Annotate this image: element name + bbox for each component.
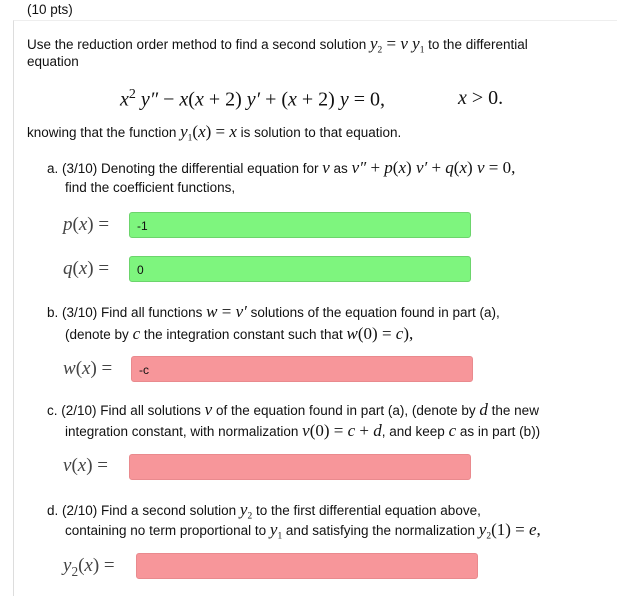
q-label: q(x) =	[63, 258, 110, 279]
intro-line-1: Use the reduction order method to find a second solution $y_2 = v$ $y_1$ to the differential	[27, 34, 528, 56]
domain-condition: x > 0.	[458, 87, 504, 109]
main-equation: $x^2$ y″ − x(x + 2) y′ + (x + 2) y = 0,	[120, 87, 386, 111]
points-label: (10 pts)	[27, 2, 73, 17]
part-a-line-2: find the coefficient functions,	[65, 180, 236, 195]
v-label: v(x) =	[63, 455, 108, 476]
part-d-line-2: containing no term proportional to $y_1$ and satisfying the normalization $y_2(1) = e$,	[65, 520, 541, 542]
part-b-line-2: (denote by c the integration constant such that w(0) = c),	[65, 324, 414, 343]
part-a-line-1: a. (3/10) Denoting the differential equation for v as v″ + p(x) v′ + q(x) v = 0,	[47, 158, 516, 177]
intro-line-2: equation	[27, 54, 79, 69]
p-answer-field[interactable]: -1	[129, 212, 471, 238]
knowing-line: knowing that the function $y_1(x) = x$ is solution to that equation.	[27, 122, 402, 144]
part-c-line-1: c. (2/10) Find all solutions v of the equation found in part (a), (denote by d the new	[47, 400, 539, 419]
w-label: w(x) =	[63, 358, 113, 379]
y2-label: $y_2(x)$ =	[63, 555, 115, 579]
p-label: p(x) =	[63, 214, 110, 235]
y2-answer-field[interactable]	[136, 553, 478, 579]
q-answer-field[interactable]: 0	[129, 256, 471, 282]
part-c-line-2: integration constant, with normalization v(0) = c + d, and keep c as in part (b))	[65, 421, 541, 440]
v-answer-field[interactable]	[129, 454, 471, 480]
w-answer-field[interactable]: -c	[131, 356, 473, 382]
part-b-line-1: b. (3/10) Find all functions w = v′ solutions of the equation found in part (a),	[47, 302, 500, 321]
part-d-line-1: d. (2/10) Find a second solution $y_2$ to the first differential equation above,	[47, 500, 481, 522]
